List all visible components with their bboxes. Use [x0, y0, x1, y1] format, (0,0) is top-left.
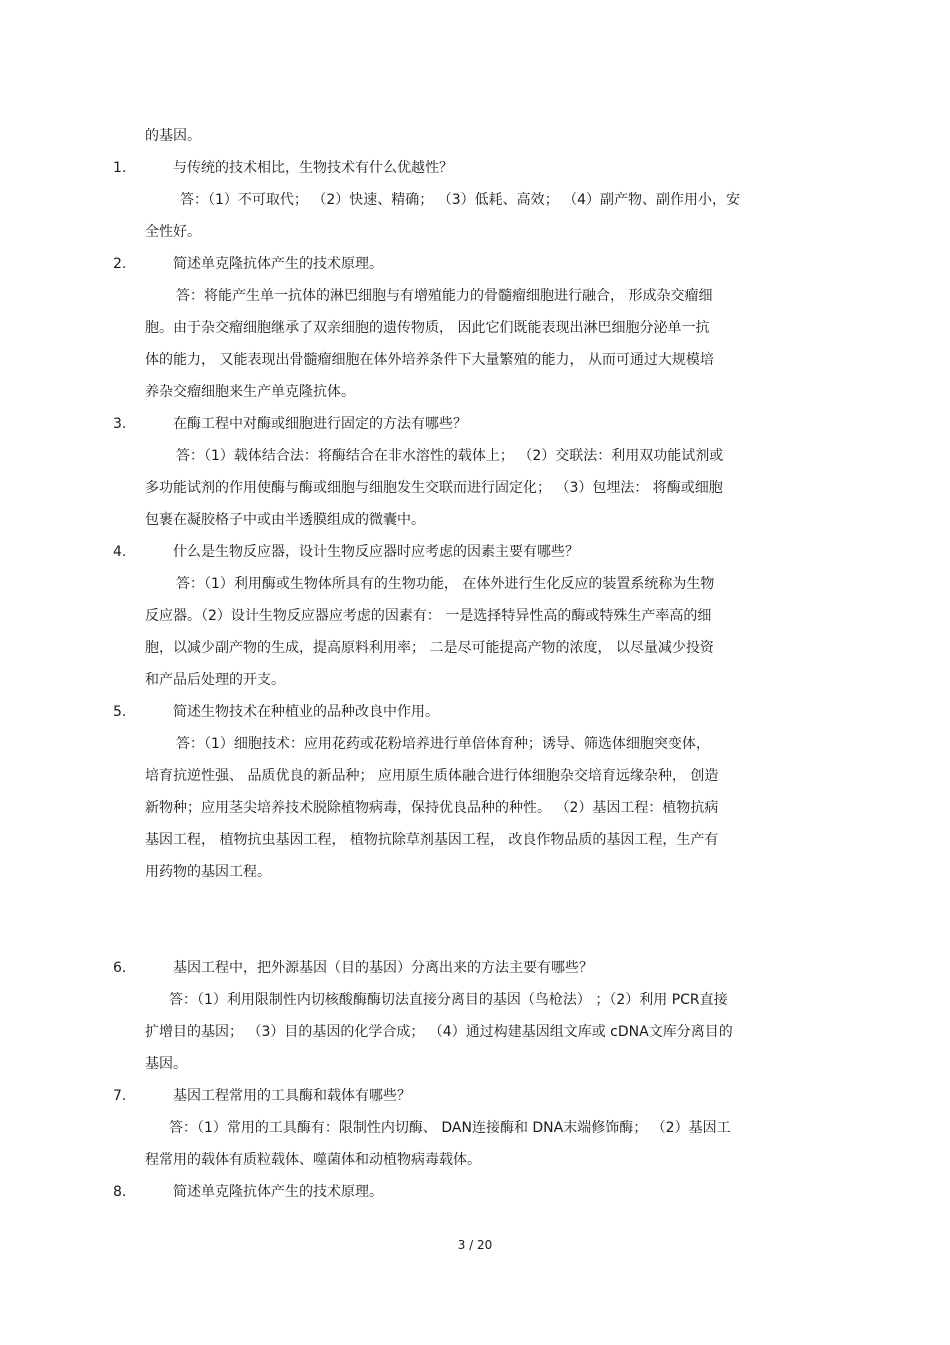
- question-text: 与传统的技术相比，生物技术有什么优越性？: [173, 160, 453, 176]
- question-text: 基因工程常用的工具酶和载体有哪些？: [173, 1088, 411, 1104]
- answer-line: 答：将能产生单一抗体的淋巴细胞与有增殖能力的骨髓瘤细胞进行融合， 形成杂交瘤细: [176, 288, 713, 304]
- answer-line: 基因。: [145, 1056, 187, 1072]
- question-text: 基因工程中，把外源基因（目的基因）分离出来的方法主要有哪些？: [173, 960, 593, 976]
- answer-line: 体的能力， 又能表现出骨髓瘤细胞在体外培养条件下大量繁殖的能力， 从而可通过大规模培: [145, 352, 714, 368]
- item-number: 5.: [113, 704, 127, 720]
- answer-line: 胞，以减少副产物的生成，提高原料利用率； 二是尽可能提高产物的浓度， 以尽量减少投资: [145, 640, 714, 656]
- answer-line: 胞。由于杂交瘤细胞继承了双亲细胞的遗传物质， 因此它们既能表现出淋巴细胞分泌单一抗: [145, 320, 710, 336]
- answer-line: 反应器。（2）设计生物反应器应考虑的因素有： 一是选择特异性高的酶或特殊生产率高的细: [145, 608, 712, 624]
- question-text: 简述单克隆抗体产生的技术原理。: [173, 1184, 383, 1200]
- item-number: 4.: [113, 544, 127, 560]
- answer-line: 和产品后处理的开支。: [145, 672, 285, 688]
- answer-line: 多功能试剂的作用使酶与酶或细胞与细胞发生交联而进行固定化； （3）包埋法： 将酶或细胞: [145, 480, 723, 496]
- page-number: 3 / 20: [457, 1238, 493, 1252]
- answer-line: 答：（1）不可取代； （2）快速、精确； （3）低耗、高效； （4）副产物、副作用小，安: [180, 192, 740, 208]
- item-number: 1.: [113, 160, 127, 176]
- item-number: 6.: [113, 960, 127, 976]
- item-number: 3.: [113, 416, 127, 432]
- answer-line: 答：（1）细胞技术：应用花药或花粉培养进行单倍体育种；诱导、筛选体细胞突变体，: [176, 736, 710, 752]
- answer-line: 用药物的基因工程。: [145, 864, 271, 880]
- continuation-text: 的基因。: [145, 128, 201, 144]
- answer-line: 答：（1）利用酶或生物体所具有的生物功能， 在体外进行生化反应的装置系统称为生物: [176, 576, 715, 592]
- question-text: 简述生物技术在种植业的品种改良中作用。: [173, 704, 439, 720]
- answer-line: 养杂交瘤细胞来生产单克隆抗体。: [145, 384, 355, 400]
- answer-line: 答：（1）载体结合法：将酶结合在非水溶性的载体上； （2）交联法：利用双功能试剂或: [176, 448, 724, 464]
- answer-line: 扩增目的基因； （3）目的基因的化学合成； （4）通过构建基因组文库或 cDNA文库分离目的: [145, 1024, 733, 1040]
- answer-line: 程常用的载体有质粒载体、噬菌体和动植物病毒载体。: [145, 1152, 481, 1168]
- item-number: 2.: [113, 256, 127, 272]
- answer-line: 基因工程， 植物抗虫基因工程， 植物抗除草剂基因工程， 改良作物品质的基因工程，生产有: [145, 832, 719, 848]
- item-number: 7.: [113, 1088, 127, 1104]
- answer-line: 包裹在凝胶格子中或由半透膜组成的微囊中。: [145, 512, 425, 528]
- item-number: 8.: [113, 1184, 127, 1200]
- answer-line: 培育抗逆性强、 品质优良的新品种； 应用原生质体融合进行体细胞杂交培育远缘杂种， 创造: [145, 768, 719, 784]
- answer-line: 全性好。: [145, 224, 201, 240]
- question-text: 简述单克隆抗体产生的技术原理。: [173, 256, 383, 272]
- question-text: 在酶工程中对酶或细胞进行固定的方法有哪些？: [173, 416, 467, 432]
- answer-line: 答：（1）利用限制性内切核酸酶酶切法直接分离目的基因（鸟枪法） ；（2）利用 PCR直接: [169, 992, 728, 1008]
- answer-line: 答：（1）常用的工具酶有：限制性内切酶、 DAN连接酶和 DNA末端修饰酶； （2）基因工: [169, 1120, 731, 1136]
- answer-line: 新物种；应用茎尖培养技术脱除植物病毒，保持优良品种的种性。 （2）基因工程：植物抗病: [145, 800, 719, 816]
- question-text: 什么是生物反应器，设计生物反应器时应考虑的因素主要有哪些？: [173, 544, 579, 560]
